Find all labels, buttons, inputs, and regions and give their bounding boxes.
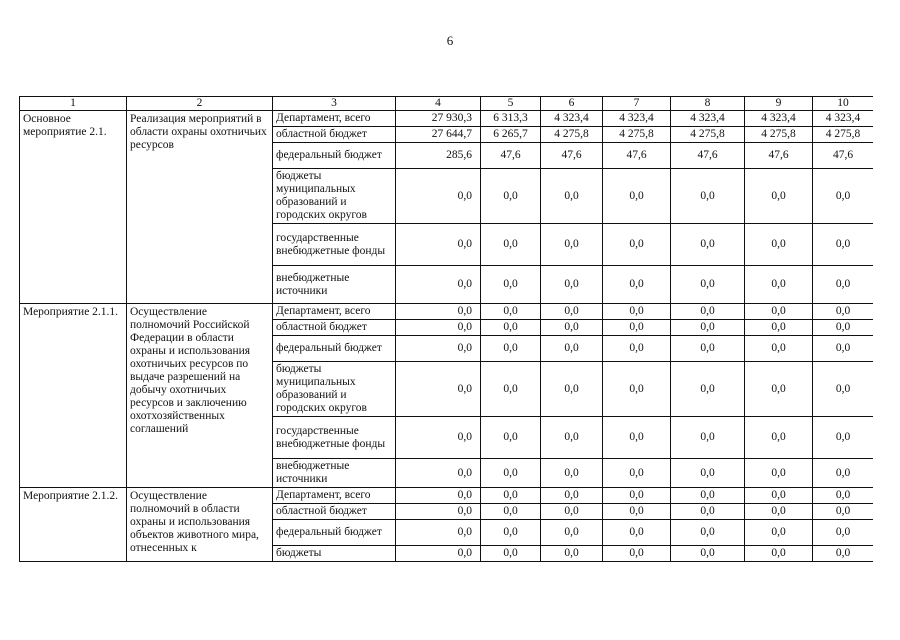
funding-source: внебюджетные источники <box>273 459 396 488</box>
value-cell: 0,0 <box>396 504 481 520</box>
value-cell: 0,0 <box>481 417 541 459</box>
funding-source: федеральный бюджет <box>273 336 396 362</box>
value-cell: 0,0 <box>813 169 874 224</box>
funding-source: областной бюджет <box>273 504 396 520</box>
value-cell: 0,0 <box>396 546 481 562</box>
value-cell: 0,0 <box>813 336 874 362</box>
value-cell: 285,6 <box>396 143 481 169</box>
value-cell: 0,0 <box>603 504 671 520</box>
value-cell: 0,0 <box>745 169 813 224</box>
value-cell: 4 275,8 <box>671 127 745 143</box>
value-cell: 0,0 <box>813 417 874 459</box>
value-cell: 0,0 <box>481 336 541 362</box>
value-cell: 0,0 <box>813 266 874 304</box>
activity-code: Мероприятие 2.1.2. <box>20 488 127 562</box>
value-cell: 0,0 <box>541 546 603 562</box>
value-cell: 0,0 <box>745 504 813 520</box>
value-cell: 0,0 <box>396 320 481 336</box>
value-cell: 0,0 <box>541 362 603 417</box>
value-cell: 0,0 <box>671 304 745 320</box>
header-cell: 3 <box>273 97 396 111</box>
value-cell: 0,0 <box>745 320 813 336</box>
value-cell: 0,0 <box>396 169 481 224</box>
funding-source: внебюджетные источники <box>273 266 396 304</box>
value-cell: 0,0 <box>396 224 481 266</box>
value-cell: 0,0 <box>396 520 481 546</box>
header-cell: 2 <box>127 97 273 111</box>
value-cell: 4 275,8 <box>541 127 603 143</box>
value-cell: 0,0 <box>481 488 541 504</box>
funding-source: бюджеты <box>273 546 396 562</box>
header-cell: 10 <box>813 97 874 111</box>
value-cell: 0,0 <box>813 546 874 562</box>
value-cell: 0,0 <box>396 336 481 362</box>
value-cell: 0,0 <box>745 417 813 459</box>
value-cell: 0,0 <box>745 546 813 562</box>
funding-source: бюджеты муниципальных образований и городских округов <box>273 169 396 224</box>
value-cell: 0,0 <box>603 169 671 224</box>
value-cell: 0,0 <box>671 336 745 362</box>
funding-source: федеральный бюджет <box>273 520 396 546</box>
value-cell: 0,0 <box>745 266 813 304</box>
header-cell: 9 <box>745 97 813 111</box>
value-cell: 0,0 <box>481 266 541 304</box>
value-cell: 0,0 <box>671 520 745 546</box>
value-cell: 0,0 <box>745 336 813 362</box>
value-cell: 0,0 <box>541 504 603 520</box>
value-cell: 0,0 <box>481 320 541 336</box>
value-cell: 4 323,4 <box>541 111 603 127</box>
value-cell: 0,0 <box>813 504 874 520</box>
value-cell: 0,0 <box>541 266 603 304</box>
activity-name: Осуществление полномочий в области охраны и использования объектов животного мира, отнесенных к <box>127 488 273 562</box>
header-cell: 5 <box>481 97 541 111</box>
value-cell: 47,6 <box>813 143 874 169</box>
header-cell: 4 <box>396 97 481 111</box>
value-cell: 0,0 <box>671 459 745 488</box>
value-cell: 0,0 <box>541 304 603 320</box>
value-cell: 4 275,8 <box>745 127 813 143</box>
value-cell: 0,0 <box>671 362 745 417</box>
value-cell: 0,0 <box>813 304 874 320</box>
value-cell: 0,0 <box>481 304 541 320</box>
budget-table-container <box>19 96 873 576</box>
value-cell: 0,0 <box>745 304 813 320</box>
value-cell: 0,0 <box>481 362 541 417</box>
funding-source: государственные внебюджетные фонды <box>273 417 396 459</box>
value-cell: 0,0 <box>603 459 671 488</box>
value-cell: 47,6 <box>541 143 603 169</box>
value-cell: 0,0 <box>603 546 671 562</box>
value-cell: 47,6 <box>745 143 813 169</box>
value-cell: 0,0 <box>813 488 874 504</box>
value-cell: 0,0 <box>671 546 745 562</box>
value-cell: 4 323,4 <box>603 111 671 127</box>
header-cell: 8 <box>671 97 745 111</box>
value-cell: 0,0 <box>481 520 541 546</box>
value-cell: 0,0 <box>745 362 813 417</box>
value-cell: 0,0 <box>396 266 481 304</box>
activity-code: Основное мероприятие 2.1. <box>20 111 127 304</box>
value-cell: 0,0 <box>541 488 603 504</box>
value-cell: 0,0 <box>671 266 745 304</box>
value-cell: 0,0 <box>541 224 603 266</box>
activity-name: Реализация мероприятий в области охраны охотничьих ресурсов <box>127 111 273 304</box>
value-cell: 0,0 <box>603 520 671 546</box>
value-cell: 0,0 <box>671 320 745 336</box>
value-cell: 0,0 <box>603 304 671 320</box>
value-cell: 0,0 <box>603 362 671 417</box>
value-cell: 0,0 <box>481 169 541 224</box>
value-cell: 0,0 <box>745 520 813 546</box>
value-cell: 0,0 <box>541 336 603 362</box>
value-cell: 0,0 <box>745 224 813 266</box>
activity-code: Мероприятие 2.1.1. <box>20 304 127 488</box>
funding-source: Департамент, всего <box>273 488 396 504</box>
value-cell: 0,0 <box>481 459 541 488</box>
value-cell: 0,0 <box>671 417 745 459</box>
value-cell: 0,0 <box>603 266 671 304</box>
funding-source: Департамент, всего <box>273 304 396 320</box>
value-cell: 0,0 <box>671 169 745 224</box>
value-cell: 0,0 <box>745 488 813 504</box>
value-cell: 6 265,7 <box>481 127 541 143</box>
funding-source: Департамент, всего <box>273 111 396 127</box>
funding-source: областной бюджет <box>273 127 396 143</box>
value-cell: 0,0 <box>396 488 481 504</box>
value-cell: 0,0 <box>671 504 745 520</box>
value-cell: 4 323,4 <box>813 111 874 127</box>
page-number: 6 <box>446 33 454 48</box>
table-row <box>20 304 874 320</box>
value-cell: 4 323,4 <box>745 111 813 127</box>
value-cell: 27 644,7 <box>396 127 481 143</box>
value-cell: 27 930,3 <box>396 111 481 127</box>
value-cell: 47,6 <box>603 143 671 169</box>
value-cell: 0,0 <box>813 520 874 546</box>
value-cell: 0,0 <box>671 488 745 504</box>
value-cell: 4 275,8 <box>603 127 671 143</box>
value-cell: 6 313,3 <box>481 111 541 127</box>
budget-table <box>19 96 873 562</box>
value-cell: 0,0 <box>541 320 603 336</box>
value-cell: 0,0 <box>603 417 671 459</box>
value-cell: 0,0 <box>481 224 541 266</box>
table-row <box>20 111 874 127</box>
value-cell: 0,0 <box>396 459 481 488</box>
value-cell: 0,0 <box>813 362 874 417</box>
value-cell: 0,0 <box>603 488 671 504</box>
funding-source: бюджеты муниципальных образований и городских округов <box>273 362 396 417</box>
value-cell: 0,0 <box>396 362 481 417</box>
value-cell: 47,6 <box>481 143 541 169</box>
value-cell: 0,0 <box>396 304 481 320</box>
value-cell: 0,0 <box>396 417 481 459</box>
header-row <box>20 97 874 111</box>
value-cell: 0,0 <box>541 520 603 546</box>
funding-source: областной бюджет <box>273 320 396 336</box>
value-cell: 4 275,8 <box>813 127 874 143</box>
value-cell: 0,0 <box>671 224 745 266</box>
value-cell: 0,0 <box>603 320 671 336</box>
value-cell: 0,0 <box>603 336 671 362</box>
value-cell: 0,0 <box>745 459 813 488</box>
value-cell: 0,0 <box>481 546 541 562</box>
funding-source: федеральный бюджет <box>273 143 396 169</box>
value-cell: 47,6 <box>671 143 745 169</box>
value-cell: 0,0 <box>481 504 541 520</box>
header-cell: 6 <box>541 97 603 111</box>
value-cell: 0,0 <box>813 459 874 488</box>
value-cell: 0,0 <box>541 417 603 459</box>
value-cell: 0,0 <box>541 169 603 224</box>
table-row <box>20 488 874 504</box>
activity-name: Осуществление полномочий Российской Федерации в области охраны и использования охотничьих ресурсов по выдаче разрешений на добычу охотничьих ресурсов и заключению охотхозяйственных соглашений <box>127 304 273 488</box>
header-cell: 1 <box>20 97 127 111</box>
value-cell: 0,0 <box>813 224 874 266</box>
value-cell: 0,0 <box>603 224 671 266</box>
header-cell: 7 <box>603 97 671 111</box>
funding-source: государственные внебюджетные фонды <box>273 224 396 266</box>
value-cell: 0,0 <box>541 459 603 488</box>
value-cell: 4 323,4 <box>671 111 745 127</box>
value-cell: 0,0 <box>813 320 874 336</box>
budget-table-body <box>20 97 874 562</box>
